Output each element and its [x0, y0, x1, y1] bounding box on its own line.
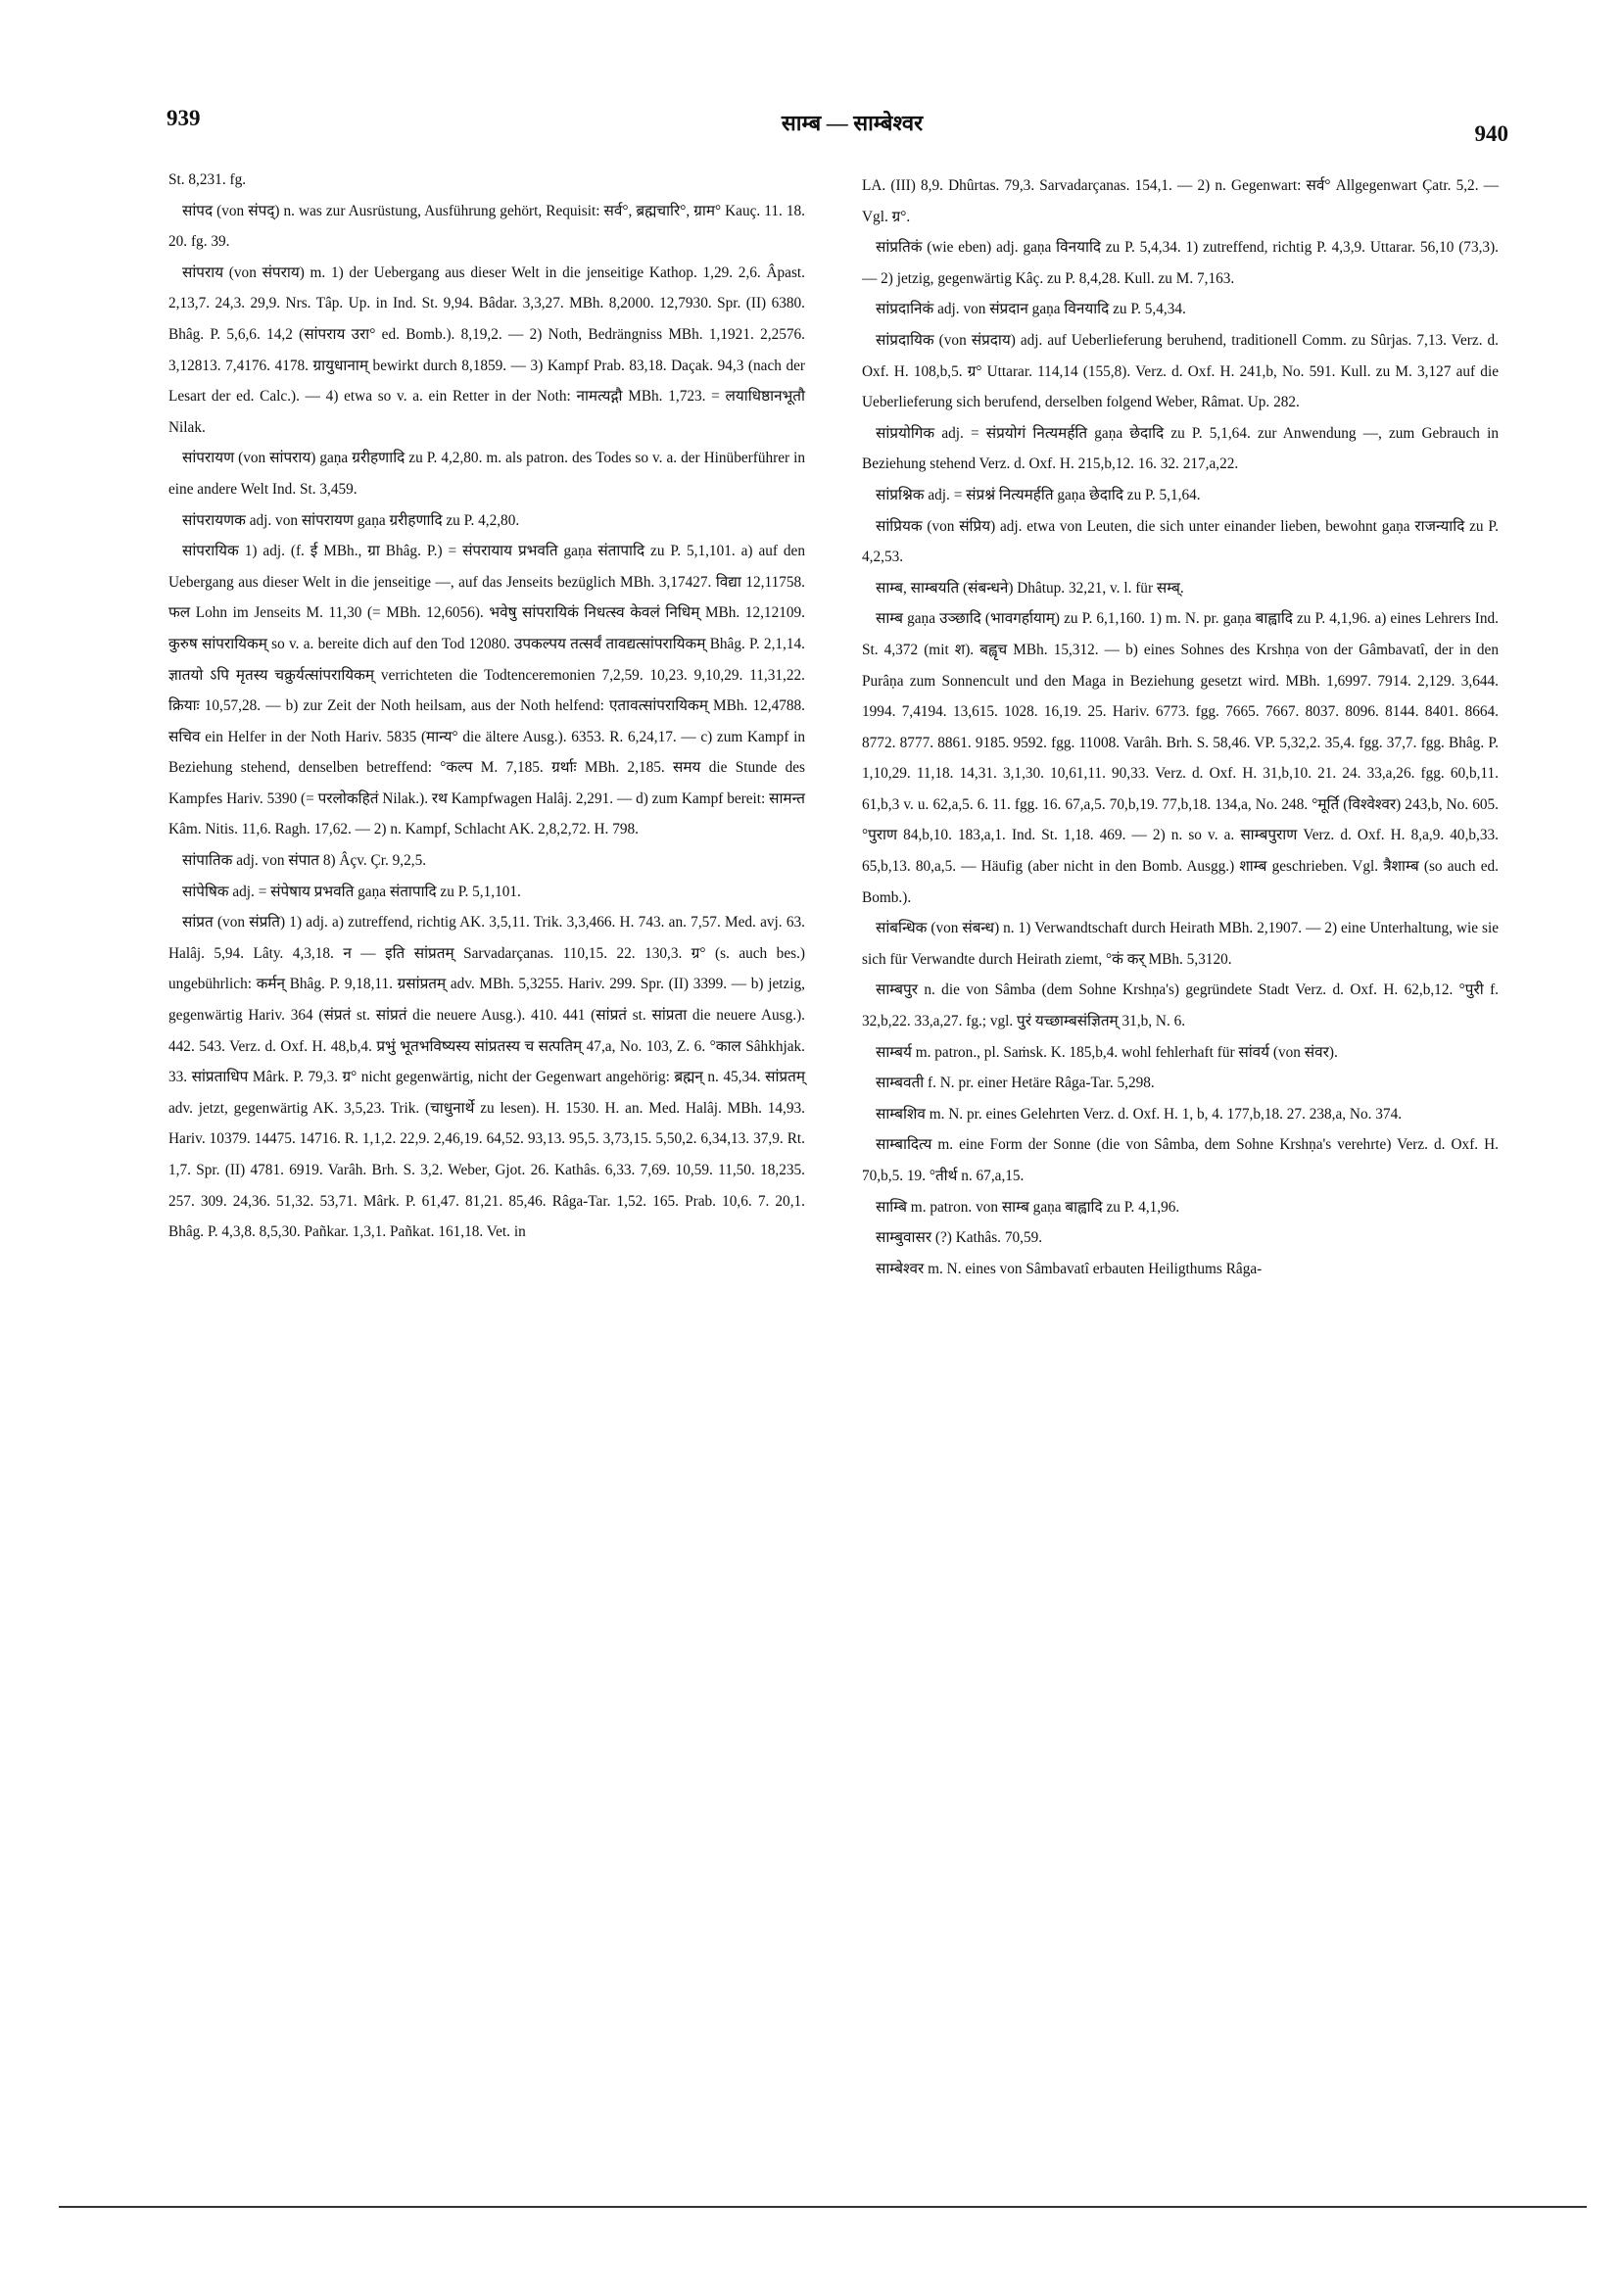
- dictionary-entry: साम्बपुर n. die von Sâmba (dem Sohne Krshṇa's) gegründete Stadt Verz. d. Oxf. H. 62,b,12. °पुरी f. 32,b,22. 33,a,27. fg.; vgl. पुरं यच्छाम्बसंज्ञितम् 31,b, N. 6.: [862, 981, 1499, 1030]
- dictionary-entry: सांपरायण (von सांपराय) gaṇa ग्ररीहणादि zu P. 4,2,80. m. als patron. des Todes so v. a. der Hinüberführer in eine andere Welt Ind. St. 3,459.: [168, 450, 805, 498]
- dictionary-entry: सांपेषिक adj. = संपेषाय प्रभवति gaṇa संतापादि zu P. 5,1,101.: [182, 883, 521, 900]
- page-number-left: 939: [167, 106, 201, 130]
- dictionary-entry: सांप्रदानिकं adj. von संप्रदान gaṇa विनयादि zu P. 5,4,34.: [876, 301, 1186, 318]
- dictionary-entry: साम्ब gaṇa उञ्छादि (भावगर्हायाम्) zu P. 6,1,160. 1) m. N. pr. gaṇa बाह्वादि zu P. 4,1,96. a) eines Lehrers Ind. St. 4,372 (mit श). बह्वृच MBh. 15,312. — b) eines Sohnes des Krshṇa von der Gâmbavatî, der in den Purâṇa zum Sonnencult und den Maga in Beziehung gesetzt wird. MBh. 1,6997. 7914. 2,129. 3,644. 1994. 7,4194. 13,615. 1028. 16,19. 25. Hariv. 6773. fgg. 7665. 7667. 8037. 8096. 8144. 8401. 8664. 8772. 8777. 8861. 9185. 9592. fgg. 11008. Varâh. Brh. S. 58,46. VP. 5,32,2. 35,4. fgg. 37,7. fgg. Bhâg. P. 1,10,29. 11,18. 14,31. 3,1,30. 10,61,11. 90,33. Verz. d. Oxf. H. 31,b,10. 21. 24. 33,a,26. fgg. 60,b,11. 61,b,3 v. u. 62,a,5. 6. 11. fgg. 16. 67,a,5. 70,b,19. 77,b,18. 134,a, No. 248. °मूर्ति (विश्वेश्वर) 243,b, No. 605. °पुराण 84,b,10. 183,a,1. Ind. St. 1,18. 469. — 2) n. so v. a. साम्बपुराण Verz. d. Oxf. H. 8,a,9. 40,b,33. 65,b,13. 80,a,5. — Häufig (aber nicht in den Bomb. Ausgg.) शाम्ब geschrieben. Vgl. त्रैशाम्ब (so auch ed. Bomb.).: [862, 610, 1499, 906]
- dictionary-entry: सांपद (von संपद्) n. was zur Ausrüstung, Ausführung gehört, Requisit: सर्व°, ब्रह्मचारि°, ग्राम° Kauç. 11. 18. 20. fg. 39.: [168, 202, 805, 251]
- dictionary-entry: St. 8,231. fg.: [168, 171, 247, 188]
- dictionary-entry: सांपातिक adj. von संपात 8) Âçv. Çr. 9,2,5.: [182, 852, 427, 870]
- dictionary-entry: साम्बादित्य m. eine Form der Sonne (die von Sâmba, dem Sohne Krshṇa's verehrte) Verz. d. Oxf. H. 70,b,5. 19. °तीर्थ n. 67,a,15.: [862, 1136, 1499, 1184]
- dictionary-entry: साम्ब, साम्बयति (संबन्धने) Dhâtup. 32,21, v. l. für सम्ब्.: [876, 579, 1184, 597]
- dictionary-entry: सांप्रत (von संप्रति) 1) adj. a) zutreffend, richtig AK. 3,5,11. Trik. 3,3,466. H. 743. an. 7,57. Med. avj. 63. Halâj. 5,94. Lâty. 4,3,18. न — इति सांप्रतम् Sarvadarçanas. 110,15. 22. 130,3. ग्र° (s. auch bes.) ungebührlich: कर्मन् Bhâg. P. 9,18,11. ग्रसांप्रतम् adv. MBh. 5,3255. Hariv. 299. Spr. (II) 3399. — b) jetzig, gegenwärtig Hariv. 364 (संप्रतं st. सांप्रतं die neuere Ausg.). 410. 441 (सांप्रतं st. सांप्रता die neuere Ausg.). 442. 543. Verz. d. Oxf. H. 48,b,4. प्रभुं भूतभविष्यस्य सांप्रतस्य च सत्पतिम् 47,a, No. 103, Z. 6. °काल Sâhkhjak. 33. सांप्रताधिप Mârk. P. 79,3. ग्र° nicht gegenwärtig, nicht der Gegenwart angehörig: ब्रह्मन् n. 45,34. सांप्रतम् adv. jetzt, gegenwärtig AK. 3,5,23. Trik. (चाधुनार्थे zu lesen). H. 1530. H. an. Med. Halâj. MBh. 14,93. Hariv. 10379. 14475. 14716. R. 1,1,2. 22,9. 2,46,19. 64,52. 93,13. 95,5. 3,73,15. 5,50,2. 6,34,13. 37,9. Rt. 1,7. Spr. (II) 4781. 6919. Varâh. Brh. S. 3,2. Weber, Gjot. 26. Kathâs. 6,33. 7,69. 10,59. 11,50. 18,235. 257. 309. 24,36. 51,32. 53,71. Mârk. P. 61,47. 81,21. 85,46. Râga-Tar. 1,52. 165. Prab. 10,6. 7. 20,1. Bhâg. P. 4,3,8. 8,5,30. Pañkar. 1,3,1. Pañkat. 161,18. Vet. in: [168, 914, 805, 1241]
- dictionary-entry: सांपराय (von संपराय) m. 1) der Uebergang aus dieser Welt in die jenseitige Kathop. 1,29. 2,6. Âpast. 2,13,7. 24,3. 29,9. Nrs. Tâp. Up. in Ind. St. 9,94. Bâdar. 3,3,27. MBh. 8,2000. 12,7930. Spr. (II) 6380. Bhâg. P. 5,6,6. 14,2 (सांपराय उरा° ed. Bomb.). 8,19,2. — 2) Noth, Bedrängniss MBh. 1,1921. 2,2576. 3,12813. 7,4176. 4178. ग्रायुधानाम् bewirkt durch 8,1859. — 3) Kampf Prab. 83,18. Daçak. 94,3 (nach der Lesart der ed. Calc.). — 4) etwa so v. a. ein Retter in der Noth: नामत्यद्गौ MBh. 1,723. = लयाधिष्ठानभूतौ Nilak.: [168, 263, 805, 436]
- dictionary-entry: साम्बुवासर (?) Kathâs. 70,59.: [876, 1229, 1043, 1247]
- dictionary-entry: सांप्रतिकं (wie eben) adj. gaṇa विनयादि zu P. 5,4,34. 1) zutreffend, richtig P. 4,3,9. Uttarar. 56,10 (73,3). — 2) jetzig, gegenwärtig Kâç. zu P. 8,4,28. Kull. zu M. 7,163.: [862, 239, 1499, 287]
- dictionary-entry: साम्बि m. patron. von साम्ब gaṇa बाह्वादि zu P. 4,1,96.: [876, 1198, 1180, 1216]
- dictionary-entry: सांप्रयोगिक adj. = संप्रयोगं नित्यमर्हति gaṇa छेदादि zu P. 5,1,64. zur Anwendung —, zum Gebrauch in Beziehung stehend Verz. d. Oxf. H. 215,b,12. 16. 32. 217,a,22.: [862, 424, 1499, 473]
- dictionary-entry: सांप्रियक (von संप्रिय) adj. etwa von Leuten, die sich unter einander lieben, bewohnt gaṇa राजन्यादि zu P. 4,2,53.: [862, 517, 1499, 566]
- left-column: [168, 165, 805, 1248]
- dictionary-entry: साम्बवती f. N. pr. einer Hetäre Râga-Tar. 5,298.: [876, 1075, 1155, 1092]
- page-header: [167, 98, 1508, 147]
- bottom-rule: [59, 2206, 1587, 2208]
- dictionary-entry: सांपरायिक 1) adj. (f. ई MBh., ग्रा Bhâg. P.) = संपरायाय प्रभवति gaṇa संतापादि zu P. 5,1,101. a) auf den Uebergang aus dieser Welt in die jenseitige —, auf das Jenseits bezüglich MBh. 3,17427. विद्या 12,11758. फल Lohn im Jenseits M. 11,30 (= MBh. 12,6056). भवेषु सांपरायिकं निधत्स्व केवलं निधिम् MBh. 12,12109. कुरुष सांपरायिकम् so v. a. bereite dich auf den Tod 12080. उपकल्पय तत्सर्वं तावद्यत्सांपरायिकम् Bhâg. P. 2,1,14. ज्ञातयो ऽपि मृतस्य चक्रुर्यत्सांपरायिकम् verrichteten die Todtenceremonien 7,2,59. 10,23. 9,10,29. 11,31,22. क्रियाः 10,57,28. — b) zur Zeit der Noth heilsam, aus der Noth helfend: एतावत्सांपरायिकम् MBh. 12,4788. सचिव ein Helfer in der Noth Hariv. 5835 (मान्य° die ältere Ausg.). 6353. R. 6,24,17. — c) zum Kampf in Beziehung stehend, denselben betreffend: °कल्प M. 7,185. ग्रर्थाः MBh. 2,185. समय die Stunde des Kampfes Hariv. 5390 (= परलोकहितं Nilak.). रथ Kampfwagen Halâj. 2,291. — d) zum Kampf bereit: सामन्त Kâm. Nitis. 11,6. Ragh. 17,62. — 2) n. Kampf, Schlacht AK. 2,8,2,72. H. 798.: [168, 543, 805, 838]
- dictionary-entry: साम्बर्य m. patron., pl. Saṁsk. K. 185,b,4. wohl fehlerhaft für सांवर्य (von संवर).: [876, 1043, 1338, 1061]
- right-column: [862, 170, 1499, 1284]
- dictionary-entry: सांबन्धिक (von संबन्ध) n. 1) Verwandtschaft durch Heirath MBh. 2,1907. — 2) eine Unterhaltung, wie sie sich für Verwandte durch Heirath ziemt, °कं कर् MBh. 5,3120.: [862, 920, 1499, 968]
- dictionary-entry: साम्बशिव m. N. pr. eines Gelehrten Verz. d. Oxf. H. 1, b, 4. 177,b,18. 27. 238,a, No. 374.: [876, 1105, 1403, 1123]
- dictionary-entry: सांप्रदायिक (von संप्रदाय) adj. auf Ueberlieferung beruhend, traditionell Comm. zu Sûrjas. 7,13. Verz. d. Oxf. H. 108,b,5. ग्र° Uttarar. 114,14 (155,8). Verz. d. Oxf. H. 241,b, No. 591. Kull. zu M. 3,127 auf die Ueberlieferung sich berufend, derselben folgend Weber, Râmat. Up. 282.: [862, 331, 1499, 411]
- dictionary-entry: सांप्रश्निक adj. = संप्रश्नं नित्यमर्हति gaṇa छेदादि zu P. 5,1,64.: [876, 486, 1201, 503]
- dictionary-entry: सांपरायणक adj. von सांपरायण gaṇa ग्ररीहणादि zu P. 4,2,80.: [182, 511, 520, 529]
- dictionary-entry: साम्बेश्वर m. N. eines von Sâmbavatî erbauten Heiligthums Râga-: [876, 1260, 1263, 1277]
- dictionary-entry: LA. (III) 8,9. Dhûrtas. 79,3. Sarvadarçanas. 154,1. — 2) n. Gegenwart: सर्व° Allgegenwart Çatr. 5,2. — Vgl. ग्र°.: [862, 177, 1499, 225]
- page-number-right: 940: [1474, 121, 1508, 146]
- running-headwords: साम्ब — साम्बेश्वर: [781, 111, 924, 135]
